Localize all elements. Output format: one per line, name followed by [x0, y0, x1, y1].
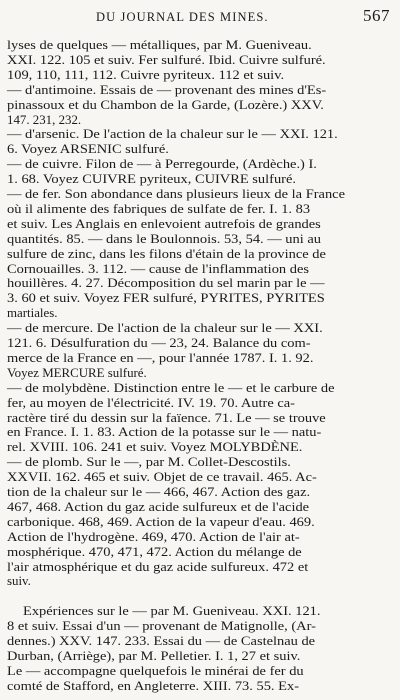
- text-line-content: merce de la France en —, pour l'année 1787. I. 1. 92.: [7, 350, 314, 365]
- text-line-content: Durban, (Arriège), par M. Pelletier. I. 1, 27 et suiv.: [7, 648, 301, 663]
- text-line-content: quantités. 85. — dans le Boulonnois. 53, 54. — uni au: [7, 231, 322, 246]
- text-line: [0, 604, 400, 619]
- text-line: [0, 515, 400, 530]
- text-line-content: martiales.: [7, 306, 58, 321]
- text-line: [0, 68, 400, 83]
- text-line-content: — d'arsenic. De l'action de la chaleur sur le — XXI. 121.: [7, 127, 338, 142]
- text-line: [0, 291, 400, 306]
- text-line: [0, 38, 400, 53]
- text-line-content: 147. 231, 232.: [7, 112, 82, 127]
- text-line: [0, 127, 400, 142]
- text-line: [0, 232, 400, 247]
- text-line: [0, 485, 400, 500]
- text-line-content: en France. I. 1. 83. Action de la potasse sur le — natu-: [7, 425, 322, 440]
- text-line: [0, 470, 400, 485]
- text-line: [0, 262, 400, 277]
- text-line-content: XXVII. 162. 465 et suiv. Objet de ce travail. 465. Ac-: [7, 470, 317, 485]
- text-line: [0, 98, 400, 113]
- text-line-content: pinassoux et du Chambon de la Garde, (Lozère.) XXV.: [7, 97, 324, 112]
- text-line: [0, 157, 400, 172]
- text-line: [0, 366, 400, 381]
- text-line: [0, 172, 400, 187]
- text-line: [0, 276, 400, 291]
- text-line: [0, 679, 400, 694]
- text-line-content: 8 et suiv. Essai d'un — provenant de Matignolle, (Ar-: [7, 619, 316, 634]
- text-line-content: XXI. 122. 105 et suiv. Fer sulfuré. Ibid. Cuivre sulfuré.: [7, 52, 326, 67]
- text-line-content: ractère tiré du dessin sur la faïence. 71. Le — se trouve: [7, 410, 326, 425]
- text-line: [0, 560, 400, 575]
- text-line: [0, 634, 400, 649]
- text-line: [0, 113, 400, 128]
- running-title: DU JOURNAL DES MINES.: [96, 10, 269, 24]
- text-line: [0, 217, 400, 232]
- text-line: [0, 619, 400, 634]
- text-line: [0, 425, 400, 440]
- text-line: [0, 306, 400, 321]
- text-line-content: Expériences sur le — par M. Gueniveau. XXI. 121.: [23, 604, 321, 619]
- page-number: 567: [363, 6, 390, 25]
- text-line: [0, 247, 400, 262]
- text-line: [0, 321, 400, 336]
- text-line-content: lyses de quelques — métalliques, par M. Gueniveau.: [7, 38, 312, 52]
- text-line-content: — de cuivre. Filon de — à Perregourde, (Ardèche.) I.: [7, 157, 317, 172]
- text-line: [0, 83, 400, 98]
- text-line: [0, 53, 400, 68]
- text-line-content: rel. XVIII. 106. 241 et suiv. Voyez MOLYBDÈNE.: [7, 440, 303, 455]
- text-line: [0, 455, 400, 470]
- text-line-content: Le — accompagne quelquefois le minérai de fer du: [7, 663, 304, 678]
- text-line-content: où il alimente des fabriques de sulfate de fer. I. 1. 83: [7, 201, 311, 216]
- text-line-content: Voyez MERCURE sulfuré.: [7, 365, 147, 380]
- text-line: [0, 411, 400, 426]
- text-line: [0, 545, 400, 560]
- text-line: [0, 351, 400, 366]
- text-line: [0, 440, 400, 455]
- text-line-content: 467, 468. Action du gaz acide sulfureux et de l'acide: [7, 499, 310, 514]
- text-line-content: — d'antimoine. Essais de — provenant des mines d'Es-: [7, 82, 327, 97]
- text-line-content: tion de la chaleur sur le — 466, 467. Action des gaz.: [7, 485, 311, 499]
- text-line-content: dennes.) XXV. 147. 233. Essai du — de Castelnau de: [7, 634, 316, 648]
- text-line: [0, 336, 400, 351]
- text-line-content: 121. 6. Désulfuration du — 23, 24. Balance du com-: [7, 336, 311, 350]
- text-line-content: Action de l'hydrogène. 469, 470. Action de l'air at-: [7, 529, 300, 544]
- page-header: [0, 4, 400, 34]
- text-line-content: 3. 60 et suiv. Voyez FER sulfuré, PYRITES, PYRITES: [7, 291, 325, 306]
- text-line: [0, 202, 400, 217]
- text-line-content: houillères. 4. 27. Décomposition du sel marin par le —: [7, 276, 325, 291]
- text-line-content: — de molybdène. Distinction entre le — et le carbure de: [7, 380, 335, 395]
- text-line: [0, 381, 400, 396]
- text-line: [0, 187, 400, 202]
- text-line-content: l'air atmosphérique et du gaz acide sulfureux. 472 et: [7, 559, 309, 574]
- text-line-content: 109, 110, 111, 112. Cuivre pyriteux. 112 et suiv.: [7, 67, 285, 82]
- text-line-content: fer, au moyen de l'électricité. IV. 19. 70. Autre ca-: [7, 395, 295, 410]
- text-line-content: suiv.: [7, 574, 31, 589]
- text-line: [0, 142, 400, 157]
- text-line-content: — de mercure. De l'action de la chaleur sur le — XXI.: [7, 321, 323, 336]
- text-line-content: 1. 68. Voyez CUIVRE pyriteux, CUIVRE sulfuré.: [7, 172, 296, 187]
- text-line-content: — de plomb. Sur le —, par M. Collet-Descostils.: [7, 455, 291, 470]
- text-line: [0, 500, 400, 515]
- text-line-content: et suiv. Les Anglais en enlevoient autrefois de grandes: [7, 216, 321, 231]
- text-line-content: sulfure de zinc, dans les filons d'étain de la province de: [7, 246, 326, 261]
- text-line: [0, 664, 400, 679]
- text-line-content: 6. Voyez ARSENIC sulfuré.: [7, 142, 169, 157]
- text-line: [0, 396, 400, 411]
- text-line-content: mosphérique. 470, 471, 472. Action du mélange de: [7, 544, 302, 559]
- text-line-content: Cornouailles. 3. 112. — cause de l'inflammation des: [7, 261, 309, 276]
- text-line-content: carbonique. 468, 469. Action de la vapeur d'eau. 469.: [7, 514, 315, 529]
- text-line: [0, 649, 400, 664]
- text-line: [0, 574, 400, 589]
- text-line: [0, 589, 400, 604]
- text-line: [0, 530, 400, 545]
- text-line-content: — de fer. Son abondance dans plusieurs lieux de la France: [7, 187, 345, 201]
- text-line-content: comté de Stafford, en Angleterre. XIII. 73. 55. Ex-: [7, 678, 300, 693]
